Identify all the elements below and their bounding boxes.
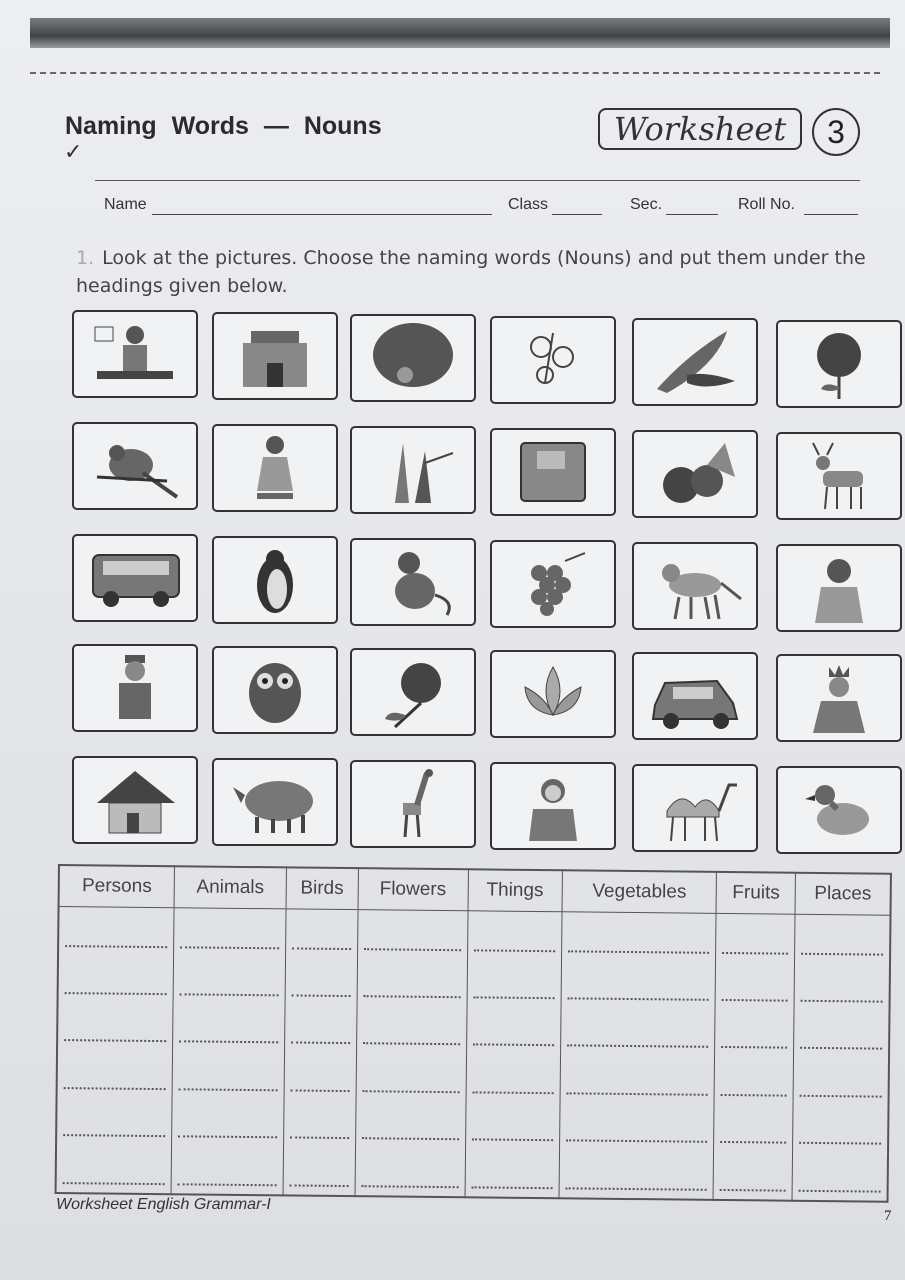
pen-tick-mark: ✓ [64, 140, 83, 165]
picture-tile [350, 648, 476, 736]
dotted-line [362, 1090, 459, 1093]
nouns-table [55, 864, 892, 1203]
answer-blank[interactable] [466, 1006, 561, 1054]
picture-tile [490, 650, 616, 738]
answer-blank[interactable] [793, 1105, 889, 1153]
answer-blank[interactable] [283, 1147, 356, 1196]
dotted-line [179, 1088, 278, 1091]
answer-blank[interactable] [466, 1054, 561, 1102]
dotted-line [292, 947, 351, 950]
answer-blank[interactable] [284, 1004, 357, 1052]
sec-field[interactable] [666, 214, 718, 215]
answer-blank[interactable] [356, 1005, 466, 1054]
picture-tile [350, 760, 476, 848]
answer-blank[interactable] [792, 1152, 888, 1202]
answer-blank[interactable] [467, 911, 562, 960]
answer-blank[interactable] [559, 1102, 714, 1151]
worksheet-label: Worksheet [598, 108, 802, 150]
dotted-line [721, 1094, 787, 1097]
dotted-line [63, 1134, 165, 1137]
lychee-icon [647, 437, 743, 511]
peacock-icon [365, 321, 461, 395]
car-icon [647, 659, 743, 733]
picture-tile [632, 764, 758, 852]
dotted-line [178, 1183, 277, 1186]
roll-field[interactable] [804, 214, 858, 215]
dotted-line [568, 997, 710, 1000]
picture-tile [776, 544, 902, 632]
dotted-line [63, 1182, 165, 1185]
dotted-line [721, 1141, 787, 1144]
picture-tile [776, 320, 902, 408]
woman-icon [505, 769, 601, 843]
answer-blank[interactable] [714, 1056, 793, 1104]
picture-tile [350, 538, 476, 626]
answer-blank[interactable] [173, 956, 285, 1005]
grapes-icon [505, 547, 601, 621]
corn-icon [365, 433, 461, 507]
answer-blank[interactable] [171, 1146, 283, 1196]
column-header-animals: Animals [174, 866, 286, 909]
answer-blank[interactable] [283, 1099, 356, 1147]
dotted-line [363, 1043, 460, 1046]
footer-text: Worksheet English Grammar-I [56, 1196, 271, 1213]
instruction [76, 244, 886, 300]
picture-tile [212, 536, 338, 624]
picture-tile [776, 432, 902, 520]
top-border-bar [30, 18, 890, 48]
book-icon [505, 435, 601, 509]
table-row [56, 1097, 888, 1153]
sec-label: Sec. [630, 196, 663, 213]
answer-blank[interactable] [173, 1003, 285, 1052]
dotted-line [291, 994, 350, 997]
answer-blank[interactable] [714, 1104, 793, 1152]
answer-blank[interactable] [57, 1002, 173, 1051]
answer-blank[interactable] [560, 1055, 715, 1104]
dotted-line [291, 1042, 350, 1045]
giraffe-icon [365, 767, 461, 841]
dotted-line [180, 993, 279, 996]
instruction-text: Look at the pictures. Choose the naming words (Nouns) and put them under the headings given below. [76, 247, 866, 297]
palace-icon [227, 319, 323, 393]
rhinoceros-icon [227, 765, 323, 839]
girl-icon [227, 431, 323, 505]
answer-blank[interactable] [561, 960, 716, 1009]
picture-tile [72, 756, 198, 844]
answer-blank[interactable] [794, 962, 890, 1010]
page-number: 7 [884, 1208, 892, 1224]
answer-blank[interactable] [795, 914, 891, 963]
picture-tile [212, 758, 338, 846]
picture-tile [776, 654, 902, 742]
answer-blank[interactable] [172, 1051, 284, 1100]
wolf-icon [647, 549, 743, 623]
column-header-places: Places [795, 873, 891, 915]
answer-blank[interactable] [56, 1097, 172, 1146]
dotted-line [566, 1140, 708, 1143]
picture-tile [350, 314, 476, 402]
dotted-line [799, 1142, 881, 1145]
answer-blank[interactable] [716, 913, 795, 962]
answer-blank[interactable] [559, 1150, 714, 1200]
picture-tile [72, 422, 198, 510]
dotted-line [362, 1138, 459, 1141]
picture-tile [212, 312, 338, 400]
answer-blank[interactable] [174, 908, 286, 957]
dotted-line [473, 1044, 554, 1047]
table-row [57, 1002, 889, 1058]
jasmine-icon [505, 323, 601, 397]
answer-blank[interactable] [715, 961, 794, 1009]
answer-blank[interactable] [467, 959, 562, 1007]
picture-tile [632, 430, 758, 518]
answer-blank[interactable] [284, 1052, 357, 1100]
picture-tile [212, 646, 338, 734]
dotted-line [472, 1139, 553, 1142]
dotted-line [568, 950, 710, 953]
name-field[interactable] [152, 214, 492, 215]
parrot-icon [87, 429, 183, 503]
answer-blank[interactable] [356, 1053, 466, 1102]
dotted-line [179, 1041, 278, 1044]
answer-blank[interactable] [285, 957, 358, 1005]
answer-blank[interactable] [561, 912, 716, 962]
student-info-row [100, 196, 865, 222]
picture-tile [632, 542, 758, 630]
owl-icon [227, 653, 323, 727]
teacher-icon [87, 317, 183, 391]
bus-icon [87, 541, 183, 615]
dotted-line [65, 945, 167, 948]
hut-icon [87, 763, 183, 837]
class-field[interactable] [552, 214, 602, 215]
column-header-fruits: Fruits [716, 872, 795, 914]
answer-blank[interactable] [793, 1057, 889, 1105]
dotted-line [723, 951, 789, 954]
table-row [58, 907, 890, 964]
answer-blank[interactable] [58, 907, 174, 956]
picture-tile [490, 316, 616, 404]
dotted-line [364, 948, 461, 951]
dotted-line [722, 999, 788, 1002]
picture-tile [72, 534, 198, 622]
answer-blank[interactable] [357, 910, 467, 959]
dotted-line [566, 1187, 708, 1190]
dotted-line [64, 1087, 166, 1090]
answer-blank[interactable] [465, 1101, 560, 1149]
answer-blank[interactable] [560, 1007, 715, 1056]
picture-tile [632, 652, 758, 740]
dotted-line [567, 1045, 709, 1048]
column-header-flowers: Flowers [358, 868, 468, 911]
column-header-birds: Birds [286, 867, 358, 909]
okra-icon [647, 325, 743, 399]
duck-icon [791, 773, 887, 847]
lotus-icon [505, 657, 601, 731]
dotted-line [361, 1185, 458, 1188]
sunflower-icon [365, 655, 461, 729]
dotted-line [180, 946, 279, 949]
picture-tile [490, 762, 616, 850]
answer-blank[interactable] [56, 1144, 172, 1194]
question-number: 1. [76, 247, 95, 269]
dotted-line [363, 995, 460, 998]
dotted-line [290, 1137, 349, 1140]
table-row [58, 955, 890, 1011]
picture-tile [72, 644, 198, 732]
dotted-line [65, 992, 167, 995]
worksheet-number: 3 [812, 108, 860, 156]
picture-tile [490, 428, 616, 516]
picture-tile [72, 310, 198, 398]
dotted-line [64, 1040, 166, 1043]
answer-blank[interactable] [58, 955, 174, 1004]
rose-icon [791, 327, 887, 401]
camel-icon [647, 771, 743, 845]
answer-blank[interactable] [715, 1009, 794, 1057]
table-row [56, 1144, 888, 1201]
dotted-line [471, 1186, 552, 1189]
picture-tile [212, 424, 338, 512]
policeman-icon [87, 651, 183, 725]
picture-tile [632, 318, 758, 406]
dotted-line [800, 1095, 882, 1098]
monkey-icon [365, 545, 461, 619]
man-icon [791, 551, 887, 625]
queen-icon [791, 661, 887, 735]
dotted-line [473, 996, 554, 999]
dotted-line [474, 949, 555, 952]
dotted-line [178, 1136, 277, 1139]
roll-label: Roll No. [738, 196, 795, 213]
dotted-line [720, 1189, 786, 1192]
dotted-line [289, 1184, 348, 1187]
deer-icon [791, 439, 887, 513]
answer-blank[interactable] [285, 909, 358, 958]
answer-blank[interactable] [357, 958, 467, 1007]
answer-blank[interactable] [172, 1098, 284, 1147]
dotted-line [472, 1091, 553, 1094]
picture-tile [776, 766, 902, 854]
column-header-persons: Persons [59, 865, 175, 908]
header-rule [95, 180, 860, 181]
class-label: Class [508, 196, 549, 213]
dotted-line [567, 1092, 709, 1095]
column-header-vegetables: Vegetables [562, 870, 717, 913]
column-header-things: Things [468, 869, 563, 911]
answer-blank[interactable] [355, 1148, 465, 1198]
penguin-icon [227, 543, 323, 617]
dotted-line [290, 1089, 349, 1092]
table-row [57, 1049, 889, 1105]
dotted-line [799, 1190, 881, 1193]
page-title: Naming Words — Nouns [65, 112, 382, 140]
dotted-line [800, 1047, 882, 1050]
dotted-line [801, 1000, 883, 1003]
picture-tile [350, 426, 476, 514]
dotted-line [801, 952, 883, 955]
answer-blank[interactable] [465, 1149, 560, 1199]
answer-blank[interactable] [713, 1151, 792, 1200]
answer-blank[interactable] [355, 1100, 465, 1149]
answer-blank[interactable] [794, 1010, 890, 1058]
dotted-line [722, 1046, 788, 1049]
picture-tile [490, 540, 616, 628]
answer-blank[interactable] [57, 1049, 173, 1098]
name-label: Name [104, 196, 147, 213]
top-dashed-rule [30, 72, 880, 74]
